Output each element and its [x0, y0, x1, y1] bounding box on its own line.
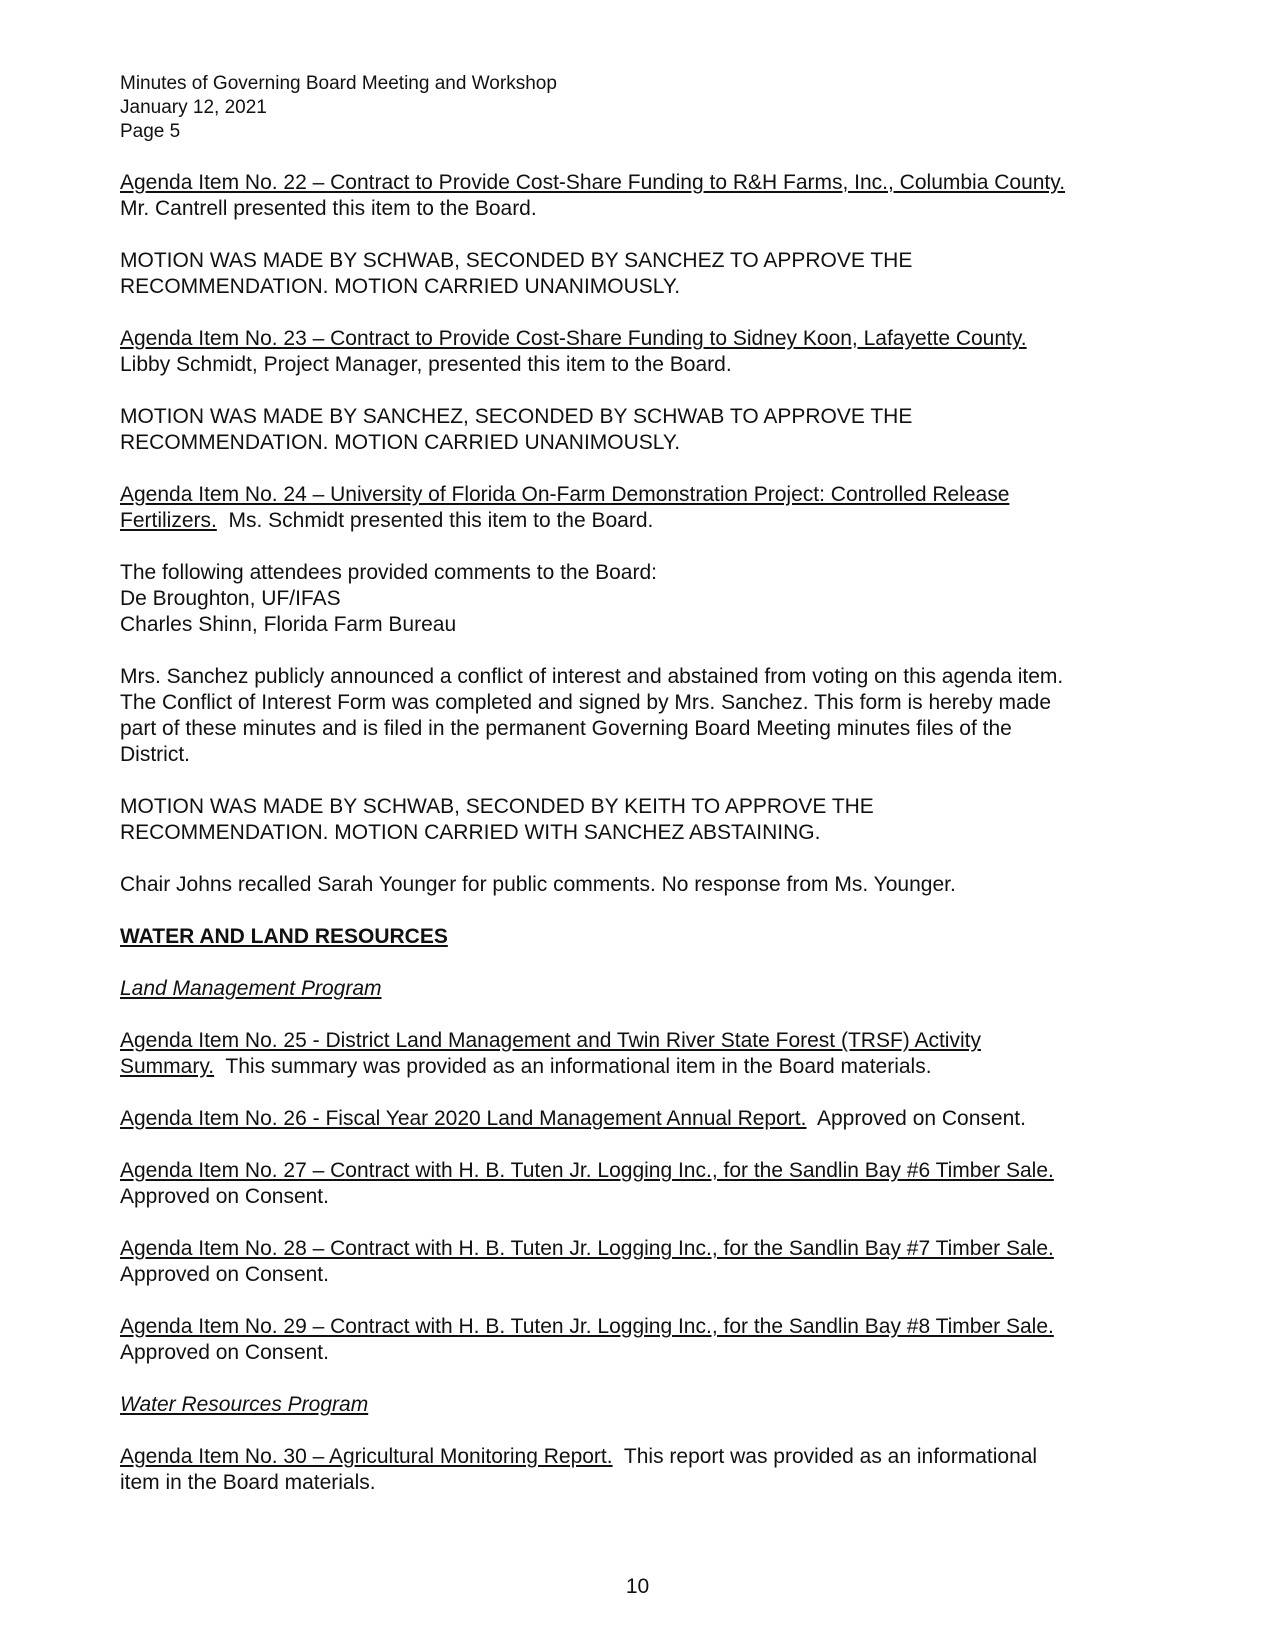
motion-3: [120, 794, 1160, 846]
header-page: Page 5: [120, 121, 181, 142]
agenda-item-22: [120, 170, 1160, 222]
agenda-item-24-title-line-2: Fertilizers.: [120, 509, 217, 532]
header-date: January 12, 2021: [120, 97, 267, 118]
motion-3-line-2: RECOMMENDATION. MOTION CARRIED WITH SANCHEZ ABSTAINING.: [120, 821, 821, 844]
motion-3-line-1: MOTION WAS MADE BY SCHWAB, SECONDED BY KEITH TO APPROVE THE: [120, 795, 874, 818]
attendees-intro: The following attendees provided comments to the Board:: [120, 561, 657, 584]
agenda-item-28: [120, 1236, 1160, 1288]
motion-2-line-1: MOTION WAS MADE BY SANCHEZ, SECONDED BY SCHWAB TO APPROVE THE: [120, 405, 913, 428]
agenda-item-29: [120, 1314, 1160, 1366]
land-management-program-heading: Land Management Program: [120, 977, 382, 1000]
agenda-item-30-text-line-2: item in the Board materials.: [120, 1471, 376, 1494]
agenda-item-27-text: Approved on Consent.: [120, 1185, 329, 1208]
agenda-item-24-text: Ms. Schmidt presented this item to the Board.: [216, 509, 654, 532]
page-number: 10: [625, 1575, 650, 1598]
conflict-line-3: part of these minutes and is filed in the permanent Governing Board Meeting minutes files of the: [120, 717, 1012, 740]
header-title: Minutes of Governing Board Meeting and Workshop: [120, 73, 557, 94]
agenda-item-27: [120, 1158, 1160, 1210]
agenda-item-28-title: Agenda Item No. 28 – Contract with H. B. Tuten Jr. Logging Inc., for the Sandlin Bay #7 Timber Sale.: [120, 1237, 1054, 1260]
agenda-item-24: [120, 482, 1160, 534]
agenda-item-29-text: Approved on Consent.: [120, 1341, 329, 1364]
agenda-item-28-text: Approved on Consent.: [120, 1263, 329, 1286]
public-comment-recall: Chair Johns recalled Sarah Younger for public comments. No response from Ms. Younger.: [120, 873, 956, 896]
agenda-item-25-text: This summary was provided as an informational item in the Board materials.: [214, 1055, 932, 1078]
agenda-item-26: [120, 1106, 1160, 1132]
agenda-item-22-text: Mr. Cantrell presented this item to the Board.: [120, 197, 537, 220]
agenda-item-30: [120, 1444, 1160, 1496]
agenda-item-27-title: Agenda Item No. 27 – Contract with H. B. Tuten Jr. Logging Inc., for the Sandlin Bay #6 Timber Sale.: [120, 1159, 1054, 1182]
conflict-line-2: The Conflict of Interest Form was completed and signed by Mrs. Sanchez. This form is hereby made: [120, 691, 1052, 714]
conflict-line-4: District.: [120, 743, 190, 766]
agenda-item-23-text: Libby Schmidt, Project Manager, presented this item to the Board.: [120, 353, 732, 376]
conflict-of-interest: [120, 664, 1160, 768]
document-page: [120, 72, 1160, 1522]
attendee: De Broughton, UF/IFAS: [120, 587, 341, 610]
agenda-item-25-title-line-1: Agenda Item No. 25 - District Land Management and Twin River State Forest (TRSF) Activity: [120, 1029, 981, 1052]
motion-1-line-2: RECOMMENDATION. MOTION CARRIED UNANIMOUSLY.: [120, 275, 681, 298]
motion-1-line-1: MOTION WAS MADE BY SCHWAB, SECONDED BY SANCHEZ TO APPROVE THE: [120, 249, 913, 272]
agenda-item-30-text-line-1: This report was provided as an informational: [612, 1445, 1038, 1468]
conflict-line-1: Mrs. Sanchez publicly announced a conflict of interest and abstained from voting on this agenda item.: [120, 665, 1064, 688]
agenda-item-25-title-line-2: Summary.: [120, 1055, 215, 1078]
agenda-item-23: [120, 326, 1160, 378]
agenda-item-26-text: Approved on Consent.: [806, 1107, 1026, 1130]
motion-1: [120, 248, 1160, 300]
section-heading: WATER AND LAND RESOURCES: [120, 925, 448, 948]
attendees: [120, 560, 1160, 638]
motion-2: [120, 404, 1160, 456]
agenda-item-25: [120, 1028, 1160, 1080]
agenda-item-24-title-line-1: Agenda Item No. 24 – University of Florida On-Farm Demonstration Project: Controlled Release: [120, 483, 1010, 506]
water-resources-program-heading: Water Resources Program: [120, 1393, 369, 1416]
agenda-item-30-title: Agenda Item No. 30 – Agricultural Monitoring Report.: [120, 1445, 613, 1468]
motion-2-line-2: RECOMMENDATION. MOTION CARRIED UNANIMOUSLY.: [120, 431, 681, 454]
agenda-item-26-title: Agenda Item No. 26 - Fiscal Year 2020 Land Management Annual Report.: [120, 1107, 807, 1130]
agenda-item-29-title: Agenda Item No. 29 – Contract with H. B. Tuten Jr. Logging Inc., for the Sandlin Bay #8 Timber Sale.: [120, 1315, 1054, 1338]
attendee: Charles Shinn, Florida Farm Bureau: [120, 613, 457, 636]
agenda-item-23-title: Agenda Item No. 23 – Contract to Provide Cost-Share Funding to Sidney Koon, Lafayette County.: [120, 327, 1027, 350]
agenda-item-22-title: Agenda Item No. 22 – Contract to Provide Cost-Share Funding to R&H Farms, Inc., Columbia County.: [120, 171, 1066, 194]
document-header: [120, 72, 1160, 144]
